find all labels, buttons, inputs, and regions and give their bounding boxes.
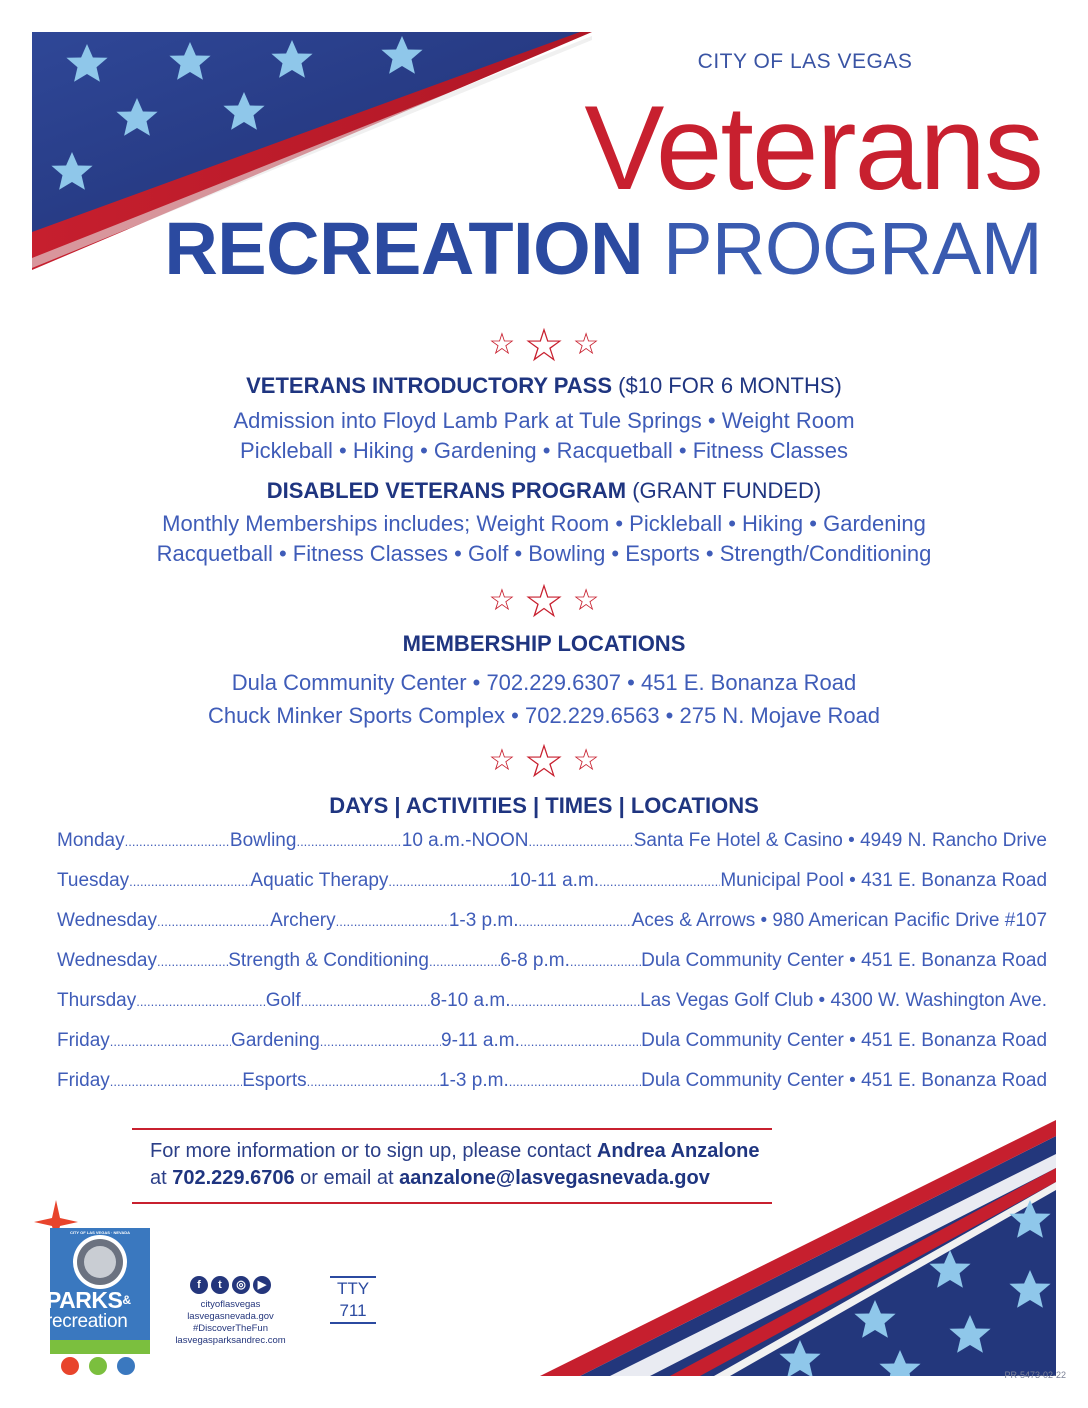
schedule-row <box>57 950 1047 990</box>
tty-label: TTY <box>330 1276 376 1300</box>
schedule-day: Friday <box>57 1070 110 1091</box>
schedule-activity: Strength & Conditioning <box>228 950 429 971</box>
star-divider <box>0 319 1088 371</box>
contact-box <box>132 1128 772 1204</box>
schedule-row <box>57 910 1047 950</box>
schedule-time: 6-8 p.m. <box>500 950 570 971</box>
disabled-program-line-2: Racquetball • Fitness Classes • Golf • Bowling • Esports • Strength/Conditioning <box>156 541 932 566</box>
title-program: PROGRAM <box>663 207 1042 290</box>
schedule-row <box>57 1070 1047 1110</box>
social-handle[interactable]: cityoflasvegas <box>200 1299 261 1310</box>
schedule-day: Thursday <box>57 990 137 1011</box>
intro-pass-line-1: Admission into Floyd Lamb Park at Tule Springs • Weight Room <box>233 408 855 433</box>
schedule-heading: DAYS | ACTIVITIES | TIMES | LOCATIONS <box>329 793 759 818</box>
disabled-program-title: DISABLED VETERANS PROGRAM <box>266 478 627 503</box>
facebook-icon[interactable]: f <box>190 1276 208 1294</box>
star-outline-icon: ☆ <box>523 735 565 787</box>
schedule-list <box>57 830 1047 1110</box>
intro-pass-heading <box>0 373 1088 399</box>
schedule-row <box>57 830 1047 870</box>
contact-intro: For more information or to sign up, please contact <box>150 1140 592 1162</box>
schedule-activity: Gardening <box>231 1030 320 1051</box>
title-veterans: Veterans <box>584 81 1042 215</box>
schedule-activity: Bowling <box>229 830 297 851</box>
schedule-time: 8-10 a.m. <box>430 990 511 1011</box>
schedule-row <box>57 990 1047 1030</box>
schedule-activity: Aquatic Therapy <box>250 870 389 891</box>
schedule-location: Municipal Pool • 431 E. Bonanza Road <box>720 870 1048 891</box>
schedule-location: Dula Community Center • 451 E. Bonanza Road <box>641 950 1048 971</box>
contact-email-intro: or email at <box>300 1167 394 1189</box>
star-outline-icon: ☆ <box>488 328 516 361</box>
locations-heading: MEMBERSHIP LOCATIONS <box>402 631 686 656</box>
star-outline-icon: ☆ <box>523 319 565 371</box>
schedule-day: Monday <box>57 830 125 851</box>
schedule-row <box>57 1030 1047 1070</box>
schedule-day: Wednesday <box>57 910 157 931</box>
schedule-row <box>57 870 1047 910</box>
schedule-time: 10 a.m.-NOON <box>401 830 529 851</box>
schedule-location: Dula Community Center • 451 E. Bonanza Road <box>641 1070 1048 1091</box>
logo-parks-word: PARKS <box>46 1287 123 1313</box>
logo-ampersand: & <box>122 1293 131 1307</box>
social-hashtag: #DiscoverTheFun <box>193 1323 268 1334</box>
schedule-activity: Esports <box>242 1070 307 1091</box>
contact-name: Andrea Anzalone <box>596 1140 760 1162</box>
youtube-icon[interactable]: ▶ <box>253 1276 271 1294</box>
star-outline-icon: ☆ <box>488 744 516 777</box>
contact-email[interactable]: aanzalone@lasvegasnevada.gov <box>399 1167 710 1189</box>
star-outline-icon: ☆ <box>488 584 516 617</box>
schedule-time: 1-3 p.m. <box>439 1070 509 1091</box>
schedule-day: Wednesday <box>57 950 157 971</box>
logo-recreation: recreation <box>46 1311 128 1332</box>
logo-seal-text: CITY OF LAS VEGAS · NEVADA <box>69 1230 131 1235</box>
city-label: CITY OF LAS VEGAS <box>697 50 913 73</box>
instagram-icon[interactable]: ◎ <box>232 1276 250 1294</box>
tty-block <box>330 1276 376 1324</box>
disabled-program-funding: (GRANT FUNDED) <box>632 478 822 503</box>
social-site[interactable]: lasvegasnevada.gov <box>187 1311 274 1322</box>
star-outline-icon: ☆ <box>523 575 565 627</box>
contact-at: at <box>150 1167 167 1189</box>
intro-pass-title: VETERANS INTRODUCTORY PASS <box>246 373 613 398</box>
intro-pass-line-2: Pickleball • Hiking • Gardening • Racquetball • Fitness Classes <box>240 438 848 463</box>
logo-parks <box>46 1289 146 1311</box>
title-recreation-program <box>164 207 1042 290</box>
schedule-day: Friday <box>57 1030 110 1051</box>
location-line-2: Chuck Minker Sports Complex • 702.229.6563 • 275 N. Mojave Road <box>207 703 881 728</box>
intro-pass-price: ($10 FOR 6 MONTHS) <box>618 373 842 398</box>
schedule-time: 1-3 p.m. <box>448 910 519 931</box>
contact-phone[interactable]: 702.229.6706 <box>172 1167 295 1189</box>
schedule-location: Santa Fe Hotel & Casino • 4949 N. Rancho Drive <box>633 830 1047 851</box>
twitter-icon[interactable]: t <box>211 1276 229 1294</box>
schedule-day: Tuesday <box>57 870 130 891</box>
schedule-activity: Golf <box>265 990 301 1011</box>
tty-number: 711 <box>330 1300 376 1324</box>
disabled-program-line-1: Monthly Memberships includes; Weight Room • Pickleball • Hiking • Gardening <box>162 511 926 536</box>
star-divider <box>0 735 1088 787</box>
schedule-time: 10-11 a.m. <box>509 870 600 891</box>
schedule-time: 9-11 a.m. <box>441 1030 520 1051</box>
schedule-location: Dula Community Center • 451 E. Bonanza Road <box>641 1030 1048 1051</box>
schedule-location: Las Vegas Golf Club • 4300 W. Washington Ave. <box>640 990 1048 1011</box>
schedule-location: Aces & Arrows • 980 American Pacific Drive #107 <box>631 910 1048 931</box>
disabled-program-heading <box>0 478 1088 504</box>
social-block <box>168 1276 293 1347</box>
location-line-1: Dula Community Center • 702.229.6307 • 451 E. Bonanza Road <box>231 670 857 695</box>
title-recreation: RECREATION <box>164 207 644 290</box>
star-divider <box>0 575 1088 627</box>
document-code: PR-5473-02-22 <box>1004 1370 1066 1380</box>
star-outline-icon: ☆ <box>572 744 600 777</box>
star-outline-icon: ☆ <box>572 328 600 361</box>
schedule-activity: Archery <box>270 910 336 931</box>
star-outline-icon: ☆ <box>572 584 600 617</box>
social-site-2[interactable]: lasvegasparksandrec.com <box>175 1335 286 1346</box>
